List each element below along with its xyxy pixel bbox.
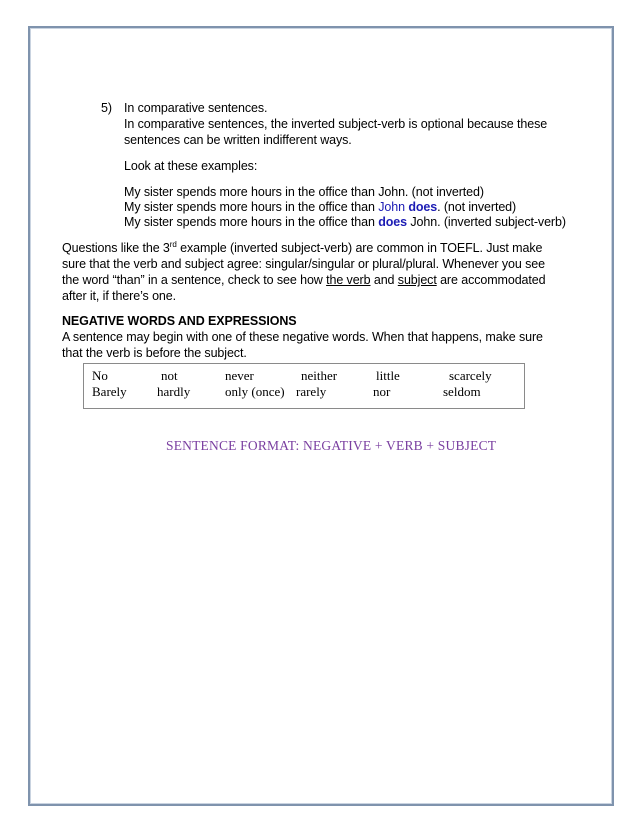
- text-span: are accommodated: [436, 273, 546, 287]
- paragraph-line: [62, 240, 542, 257]
- negative-word: Barely: [92, 384, 127, 399]
- negative-word: not: [161, 368, 178, 383]
- examples-intro: Look at these examples:: [124, 159, 258, 173]
- negative-word: neither: [301, 368, 338, 383]
- paragraph-line: sure that the verb and subject agree: singular/singular or plural/plural. Whenever you see: [62, 257, 545, 271]
- negative-word: little: [376, 368, 400, 383]
- paragraph-line: In comparative sentences, the inverted subject-verb is optional because these: [124, 117, 548, 131]
- example-3: [124, 214, 566, 231]
- list-number: 5): [101, 101, 112, 115]
- example-3-text: My sister spends more hours in the office than: [124, 215, 379, 229]
- example-2-text: My sister spends more hours in the office than: [124, 200, 379, 214]
- negative-word: hardly: [157, 384, 191, 399]
- example-3-does: does: [378, 215, 408, 229]
- text-span: example (inverted subject-verb) are common in TOEFL. Just make: [176, 241, 543, 255]
- text-span: and: [370, 273, 398, 287]
- text-span: the word “than” in a sentence, check to see how: [62, 273, 327, 287]
- negative-word: nor: [373, 384, 391, 399]
- example-2-john: John: [378, 200, 405, 214]
- example-2-does: does: [408, 200, 438, 214]
- text-span: Questions like the 3: [62, 241, 170, 255]
- negative-word: No: [92, 368, 108, 383]
- example-3-note: John. (inverted subject-verb): [407, 215, 566, 229]
- example-1: My sister spends more hours in the office than John. (not inverted): [124, 185, 484, 199]
- section-heading: NEGATIVE WORDS AND EXPRESSIONS: [62, 314, 297, 328]
- paragraph-line: [62, 272, 545, 289]
- underlined-subject: subject: [397, 273, 437, 287]
- paragraph-line: sentences can be written indifferent ways.: [124, 133, 352, 147]
- negative-word: only (once): [225, 384, 285, 399]
- example-2-note: . (not inverted): [437, 200, 517, 214]
- paragraph-line: A sentence may begin with one of these negative words. When that happens, make sure: [62, 330, 543, 344]
- item-heading: In comparative sentences.: [124, 101, 268, 115]
- underlined-verb: the verb: [326, 273, 371, 287]
- negative-word: scarcely: [449, 368, 492, 383]
- paragraph-line: that the verb is before the subject.: [62, 346, 247, 360]
- paragraph-line: after it, if there’s one.: [62, 289, 176, 303]
- ordinal-superscript: rd: [169, 239, 177, 249]
- negative-word: seldom: [443, 384, 481, 399]
- sentence-format: SENTENCE FORMAT: NEGATIVE + VERB + SUBJECT: [166, 438, 497, 453]
- negative-word: never: [225, 368, 254, 383]
- negative-word: rarely: [296, 384, 327, 399]
- negative-words-box: [83, 363, 525, 409]
